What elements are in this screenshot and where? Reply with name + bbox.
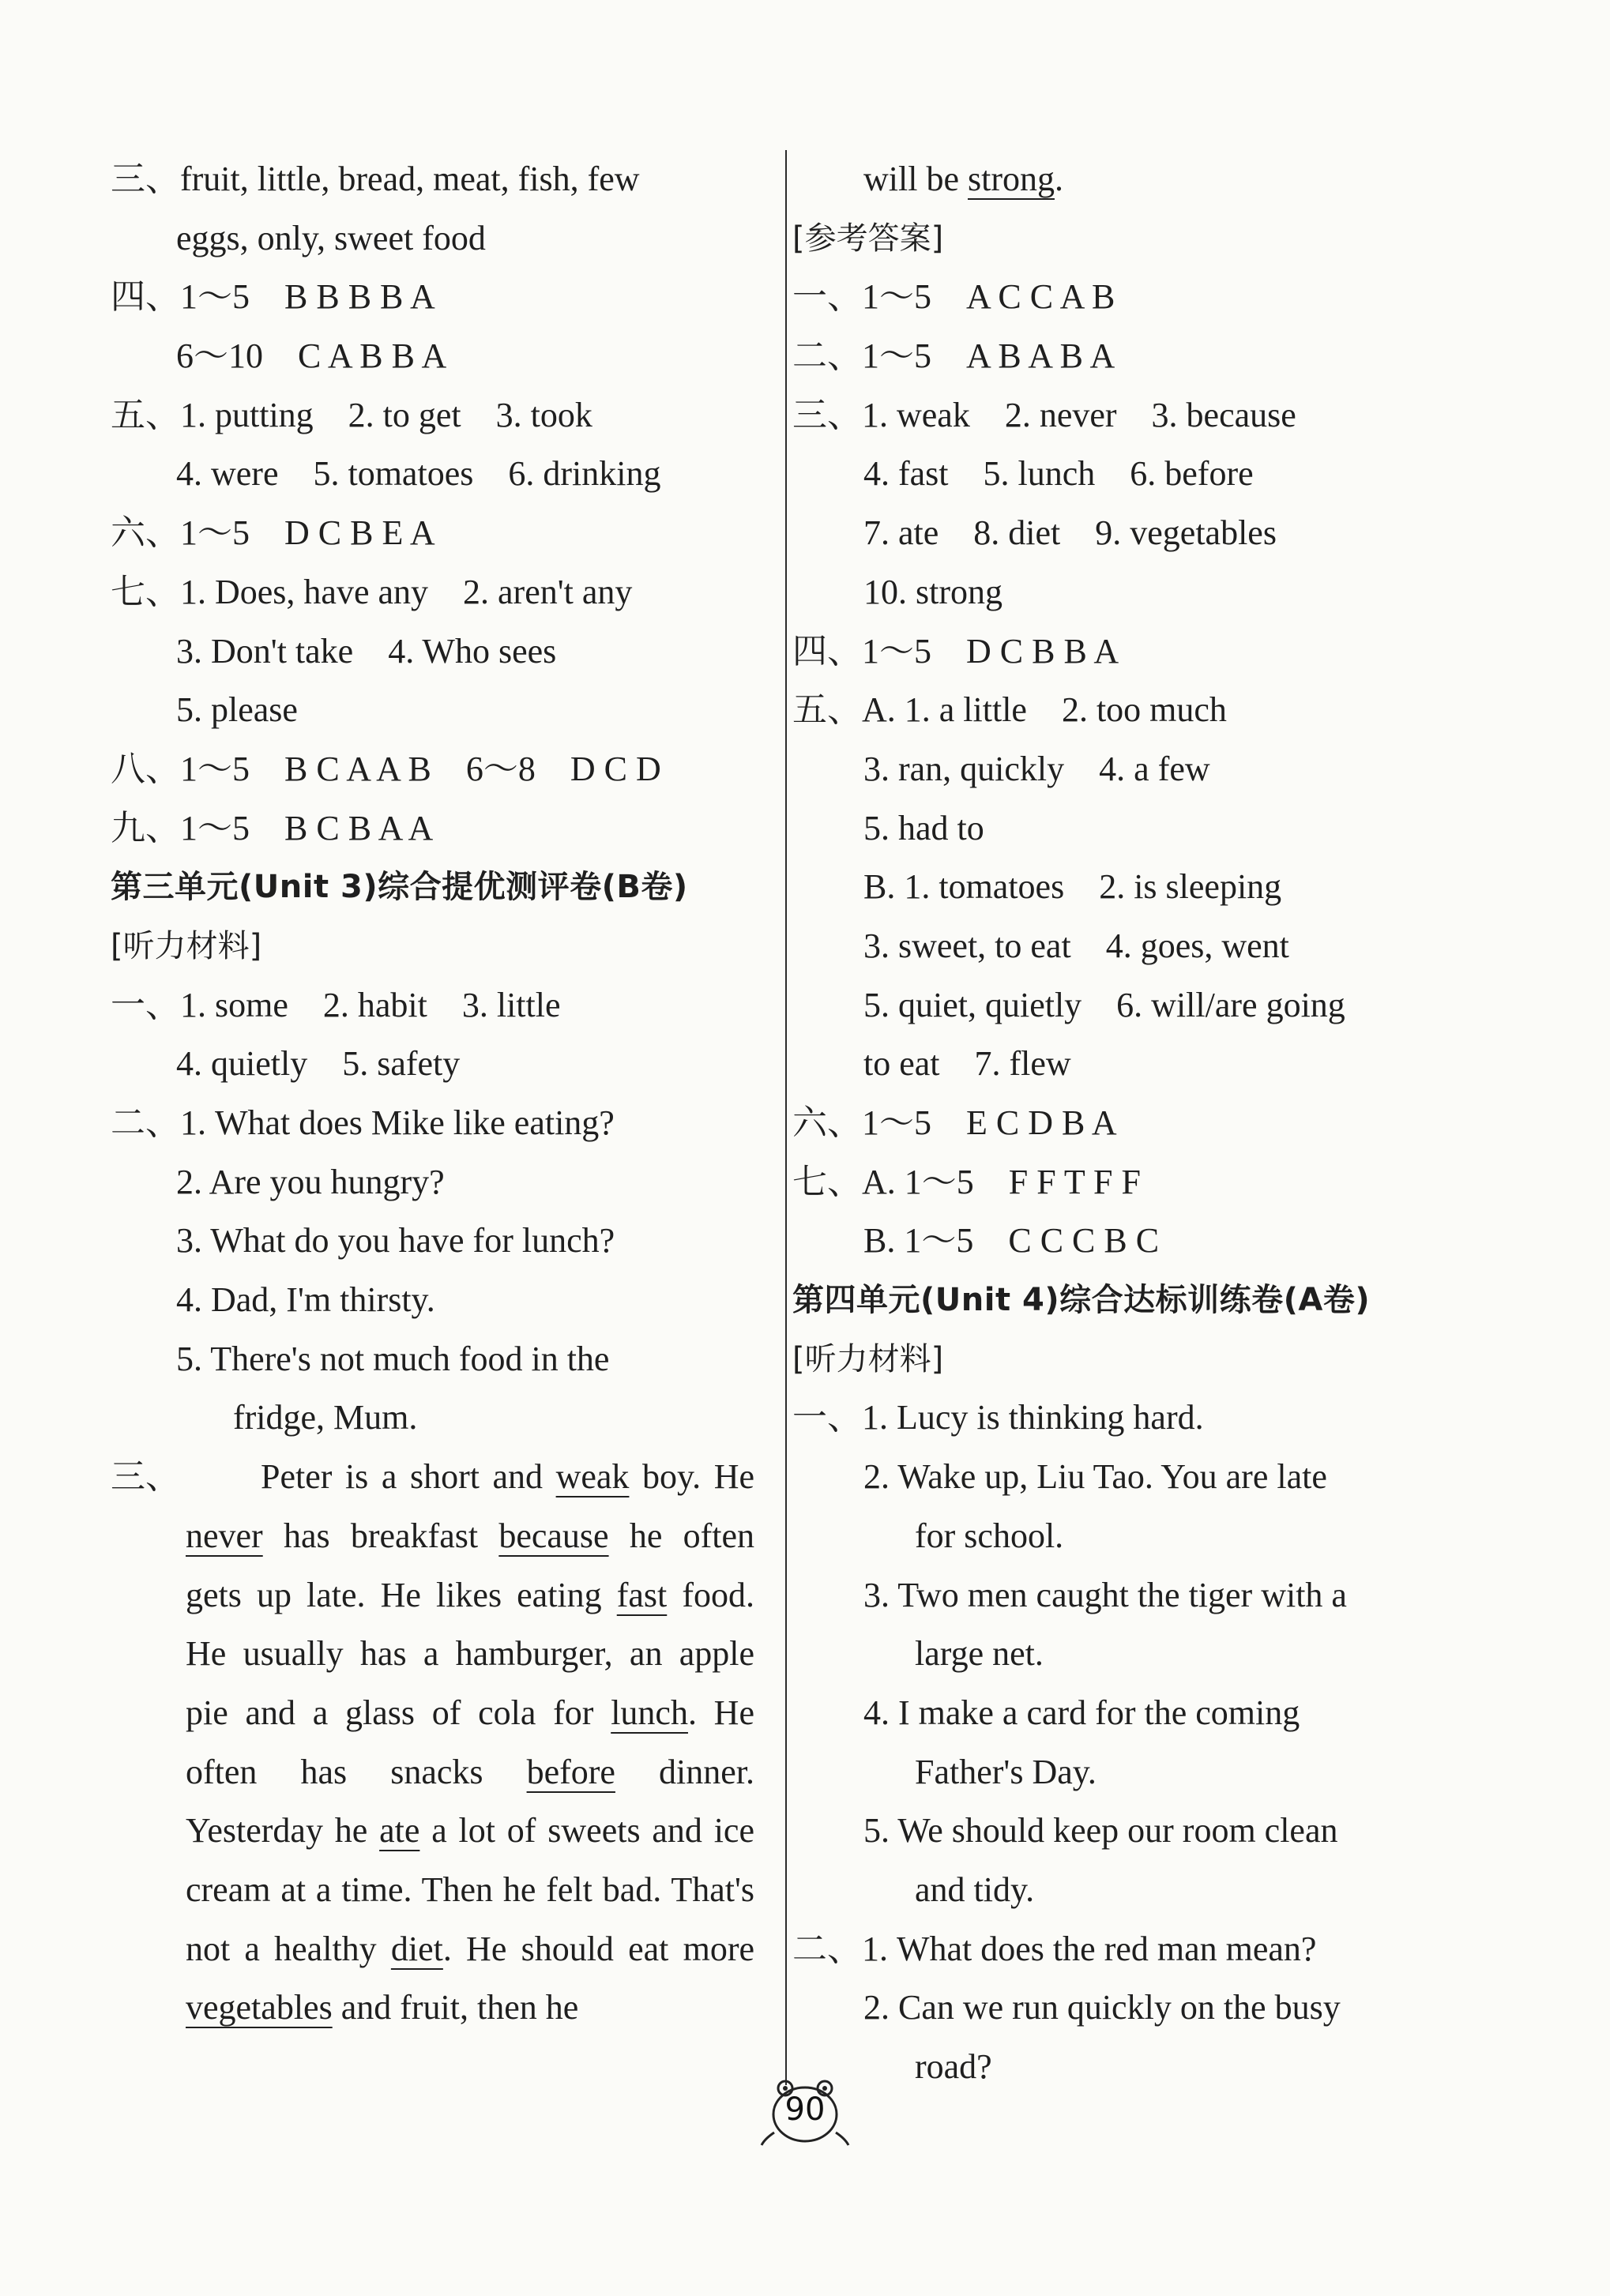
answer-line: fridge, Mum. [233, 1398, 418, 1437]
blank-answer: diet [390, 1929, 443, 1968]
answer-line: 二、1. What does Mike like eating? [111, 1103, 615, 1142]
section-heading: 第三单元(Unit 3)综合提优测评卷(B卷) [111, 869, 688, 906]
blank-answer: weak [555, 1457, 630, 1497]
answer-line: 3. ran, quickly 4. a few [863, 749, 1210, 788]
answer-line: large net. [915, 1634, 1044, 1674]
answer-line: 六、1～5 D C B E A [111, 513, 435, 553]
answer-line: 5. We should keep our room clean [863, 1811, 1338, 1851]
section-heading: 第四单元(Unit 4)综合达标训练卷(A卷) [792, 1282, 1371, 1319]
answer-line: 3. Two men caught the tiger with a [863, 1575, 1347, 1614]
answer-line: for school. [915, 1516, 1064, 1555]
answer-line: 2. Can we run quickly on the busy [863, 1988, 1341, 2027]
answer-line: 4. quietly 5. safety [176, 1044, 461, 1084]
listening-passage [111, 1448, 774, 2038]
answer-line: 3. Don't take 4. Who sees [176, 631, 557, 671]
blank-answer: because [498, 1516, 609, 1555]
answer-line: 5. There's not much food in the [176, 1339, 610, 1378]
answer-line: 二、1. What does the red man mean? [792, 1929, 1317, 1968]
answer-line: 五、1. putting 2. to get 3. took [111, 395, 592, 434]
answer-line: 七、A. 1～5 F F T F F [792, 1162, 1141, 1201]
answer-line: will be strong. [863, 160, 1063, 198]
blank-answer: lunch [611, 1693, 688, 1732]
answer-line: 九、1～5 B C B A A [111, 808, 434, 847]
blank-answer: fast [616, 1575, 668, 1614]
left-column [111, 150, 774, 2038]
answer-line: 五、A. 1. a little 2. too much [792, 690, 1227, 730]
answer-line: 2. Wake up, Liu Tao. You are late [863, 1457, 1327, 1497]
blank-answer: vegetables [186, 1988, 333, 2027]
answer-line: 四、1～5 B B B B A [111, 277, 435, 317]
answer-line: 4. fast 5. lunch 6. before [863, 454, 1254, 494]
page-number: 90 [784, 2091, 826, 2128]
subsection-label: [参考答案] [792, 220, 944, 257]
answer-line: 2. Are you hungry? [176, 1162, 445, 1201]
answer-line: eggs, only, sweet food [176, 218, 486, 257]
answer-line: 7. ate 8. diet 9. vegetables [863, 513, 1277, 553]
answer-line: and tidy. [915, 1869, 1035, 1909]
column-divider [785, 150, 787, 2085]
passage-label: 三、 [111, 1457, 180, 1497]
answer-line: 三、1. weak 2. never 3. because [792, 395, 1296, 434]
answer-line: 5. quiet, quietly 6. will/are going [863, 985, 1345, 1024]
answer-line: 4. I make a card for the coming [863, 1693, 1300, 1732]
answer-line: B. 1～5 C C C B C [863, 1221, 1160, 1261]
answer-line: 10. strong [863, 572, 1002, 611]
answer-line: 六、1～5 E C D B A [792, 1103, 1117, 1142]
answer-line: 3. What do you have for lunch? [176, 1221, 615, 1261]
answer-line: 八、1～5 B C A A B 6～8 D C D [111, 749, 661, 788]
answer-line: 6～10 C A B B A [176, 336, 447, 376]
page-number-badge [758, 2077, 852, 2148]
answer-line: 三、fruit, little, bread, meat, fish, few [111, 160, 640, 198]
subsection-label: [听力材料] [792, 1340, 944, 1377]
answer-line: B. 1. tomatoes 2. is sleeping [863, 867, 1282, 907]
answer-line: 七、1. Does, have any 2. aren't any [111, 572, 633, 611]
answer-line: 二、1～5 A B A B A [792, 336, 1115, 376]
answer-line: 4. Dad, I'm thirsty. [176, 1280, 435, 1320]
answer-line: 一、1. Lucy is thinking hard. [792, 1398, 1204, 1437]
answer-line: 3. sweet, to eat 4. goes, went [863, 926, 1289, 965]
answer-line: 一、1. some 2. habit 3. little [111, 985, 561, 1024]
right-column [792, 150, 1472, 2097]
answer-line: 5. please [176, 690, 298, 730]
answer-line: 四、1～5 D C B B A [792, 631, 1119, 671]
answer-line: 4. were 5. tomatoes 6. drinking [176, 454, 661, 494]
subsection-label: [听力材料] [111, 927, 262, 964]
answer-line: Father's Day. [915, 1752, 1097, 1791]
answer-line: 一、1～5 A C C A B [792, 277, 1115, 317]
blank-answer: before [526, 1752, 615, 1791]
answer-line: to eat 7. flew [863, 1044, 1071, 1084]
blank-answer: never [186, 1516, 263, 1555]
answer-line: road? [915, 2047, 992, 2086]
blank-answer: ate [379, 1811, 420, 1851]
answer-line: 5. had to [863, 808, 984, 847]
passage-text: Peter is a short and weak boy. He never has breakfast because he often gets up late. He likes eating fast food. He usually has a hamburger, an apple pie and a glass of cola for lunch. He often has snacks before dinner. Yesterday he ate a lot of sweets and ice cream at a time. Then he felt bad. That's not a healthy diet. He should eat more vegetables and fruit, then he [186, 1457, 755, 2027]
blank-answer: strong [967, 160, 1055, 198]
